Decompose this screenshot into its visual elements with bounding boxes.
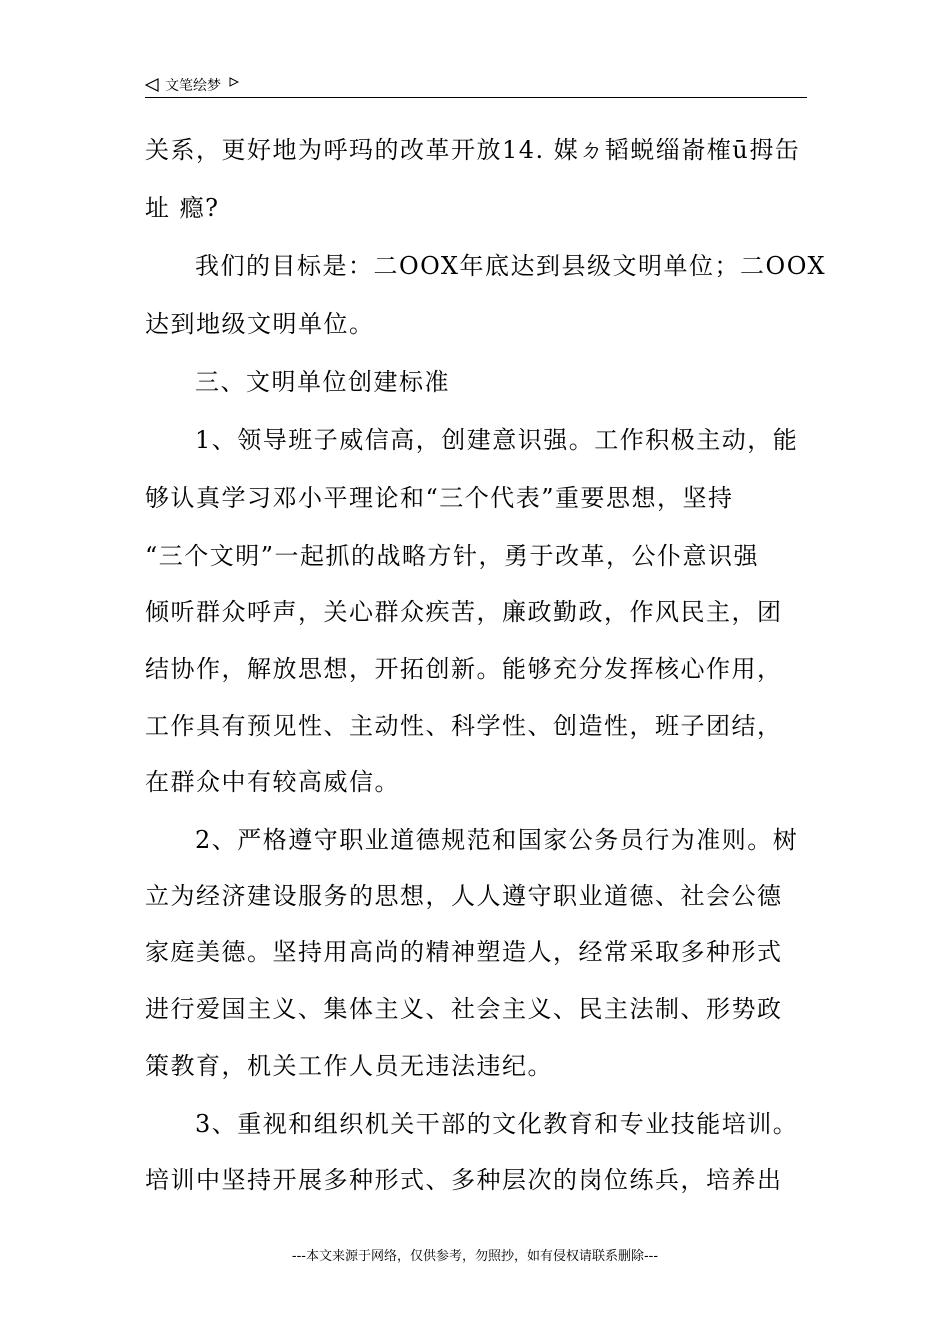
header-title: 文笔绘梦 (165, 78, 221, 94)
text-line: 2、严格遵守职业道德规范和国家公务员行为准则。树 (195, 826, 799, 854)
text-line: 我们的目标是：二OOX年底达到县级文明单位；二OOX (195, 252, 827, 280)
text-line: 倾听群众呼声，关心群众疾苦，廉政勤政，作风民主，团 (145, 598, 783, 626)
text-line: 培训中坚持开展多种形式、多种层次的岗位练兵，培养出 (145, 1166, 783, 1194)
text-line: 立为经济建设服务的思想，人人遵守职业道德、社会公德 (145, 882, 783, 910)
text-line: 工作具有预见性、主动性、科学性、创造性，班子团结， (145, 712, 783, 740)
page-header (145, 74, 807, 96)
text-line: 在群众中有较高威信。 (145, 768, 400, 796)
text-line: 址 瘾? (145, 194, 220, 222)
text-line: 1、领导班子威信高，创建意识强。工作积极主动，能 (195, 426, 799, 454)
text-line: 策教育，机关工作人员无违法违纪。 (145, 1052, 553, 1080)
text-line: 3、重视和组织机关干部的文化教育和专业技能培训。 (195, 1110, 799, 1138)
text-line: 进行爱国主义、集体主义、社会主义、民主法制、形势政 (145, 995, 783, 1023)
triangle-left-icon (145, 78, 159, 92)
footer-disclaimer: ---本文来源于网络，仅供参考，勿照抄，如有侵权请联系删除--- (291, 1249, 659, 1264)
text-line: 关系，更好地为呼玛的改革开放14. 媒ㄉ韬蜕缁嵛榷ū拇缶 (145, 136, 801, 164)
triangle-right-icon (229, 77, 239, 87)
text-line: 够认真学习邓小平理论和“三个代表”重要思想，坚持 (145, 484, 734, 512)
text-line: “三个文明”一起抓的战略方针，勇于改革，公仆意识强 (145, 542, 760, 570)
text-line: 达到地级文明单位。 (145, 310, 375, 338)
text-line: 家庭美德。坚持用高尚的精神塑造人，经常采取多种形式 (145, 938, 783, 966)
text-line: 结协作，解放思想，开拓创新。能够充分发挥核心作用， (145, 655, 783, 683)
header-rule (145, 97, 807, 98)
section-heading: 三、文明单位创建标准 (195, 368, 450, 396)
